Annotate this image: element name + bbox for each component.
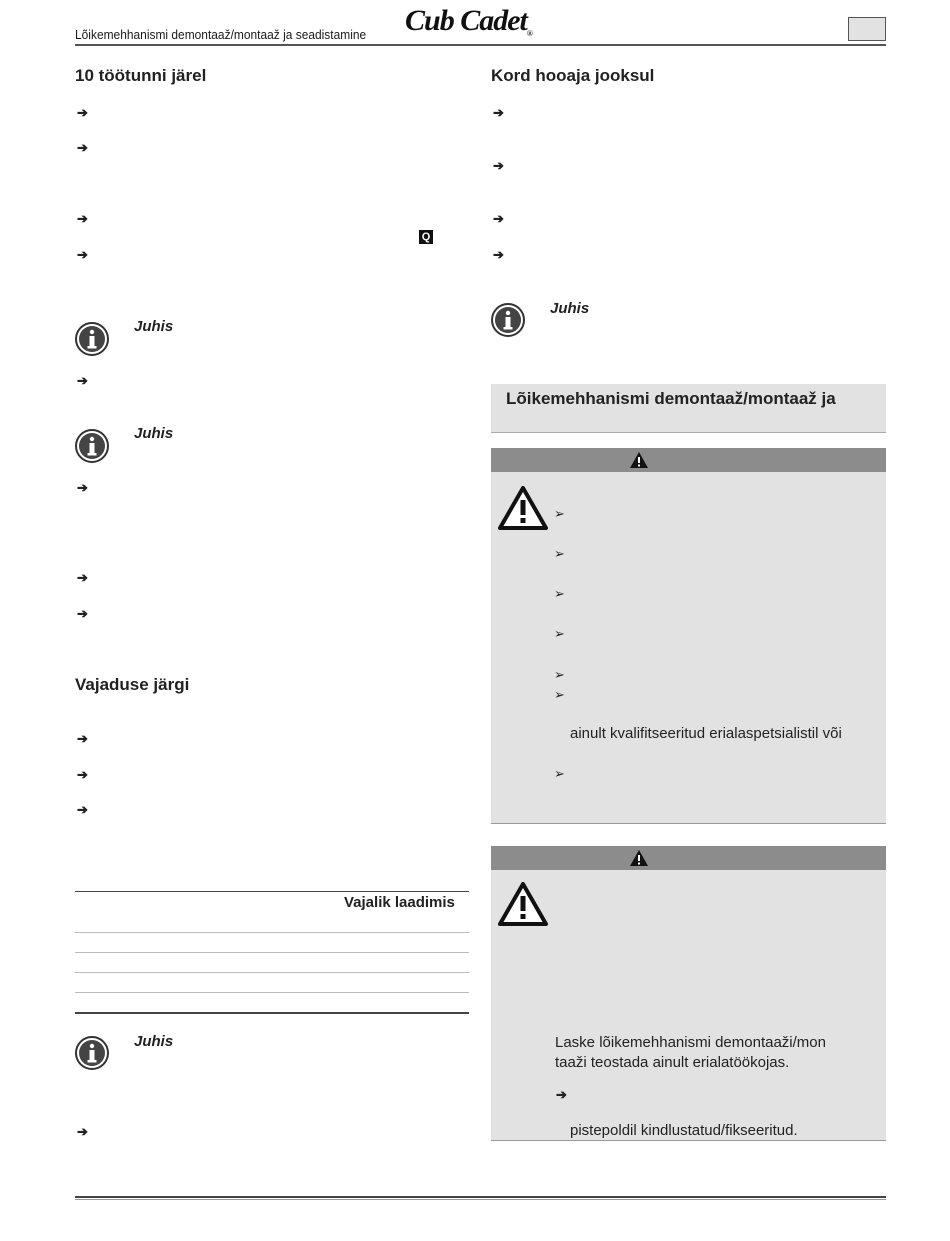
arrow-right-icon: ➔ [77, 247, 88, 262]
warning-triangle-icon [629, 451, 649, 469]
arrow-right-icon: ➔ [77, 767, 88, 782]
warning-triangle-icon [497, 485, 549, 531]
warning-triangle-icon [497, 881, 549, 927]
q-marker-badge: Q [419, 230, 433, 244]
logo-text: Cub Cadet [405, 4, 527, 37]
cub-cadet-logo [405, 4, 532, 38]
table-row-divider [75, 932, 469, 933]
note-label: Juhis [134, 425, 174, 442]
arrow-right-icon: ➔ [77, 731, 88, 746]
table-row-divider [75, 952, 469, 953]
logo-registered-mark: ® [526, 29, 532, 38]
info-icon [75, 1036, 109, 1070]
heading-10-hours: 10 töötunni järel [75, 66, 207, 85]
table-row-divider [75, 992, 469, 993]
chevron-right-icon: ➢ [554, 586, 565, 601]
warning-box-body [491, 870, 886, 1141]
chevron-right-icon: ➢ [554, 687, 565, 702]
arrow-right-icon: ➔ [77, 140, 88, 155]
table-row-divider [75, 972, 469, 973]
header-divider [75, 44, 886, 46]
note-label: Juhis [134, 1033, 174, 1050]
warning-header-bar [491, 448, 886, 472]
arrow-right-icon: ➔ [77, 1124, 88, 1139]
info-icon [75, 429, 109, 463]
heading-once-per-season: Kord hooaja jooksul [491, 66, 655, 85]
arrow-right-icon: ➔ [493, 158, 504, 173]
heading-as-needed: Vajaduse järgi [75, 675, 190, 694]
arrow-right-icon: ➔ [556, 1087, 567, 1102]
section-title: Lõikemehhanismi demontaaž/montaaž ja [506, 389, 836, 408]
arrow-right-icon: ➔ [77, 373, 88, 388]
arrow-right-icon: ➔ [77, 480, 88, 495]
warning-text: Laske lõikemehhanismi demontaaži/mon [555, 1034, 826, 1051]
warning-header-bar [491, 846, 886, 870]
note-label: Juhis [550, 300, 590, 317]
arrow-right-icon: ➔ [77, 105, 88, 120]
warning-text: taaži teostada ainult erialatöökojas. [555, 1054, 790, 1071]
arrow-right-icon: ➔ [493, 105, 504, 120]
arrow-right-icon: ➔ [77, 211, 88, 226]
warning-box-body [491, 472, 886, 824]
footer-rule-thin [75, 1199, 886, 1200]
warning-text: ainult kvalifitseeritud erialaspetsialistil või [570, 725, 842, 742]
arrow-right-icon: ➔ [77, 606, 88, 621]
chevron-right-icon: ➢ [554, 626, 565, 641]
page-number-box [848, 17, 886, 41]
chevron-right-icon: ➢ [554, 506, 565, 521]
warning-text: pistepoldil kindlustatud/fikseeritud. [570, 1122, 798, 1139]
chevron-right-icon: ➢ [554, 766, 565, 781]
chevron-right-icon: ➢ [554, 546, 565, 561]
arrow-right-icon: ➔ [493, 211, 504, 226]
arrow-right-icon: ➔ [493, 247, 504, 262]
arrow-right-icon: ➔ [77, 570, 88, 585]
header-title: Lõikemehhanismi demontaaž/montaaž ja seadistamine [75, 27, 367, 42]
arrow-right-icon: ➔ [77, 802, 88, 817]
info-icon [491, 303, 525, 337]
chevron-right-icon: ➢ [554, 667, 565, 682]
table-header-cell: Vajalik laadimis [344, 894, 455, 911]
table-top-rule [75, 891, 469, 892]
table-bottom-rule [75, 1012, 469, 1014]
note-label: Juhis [134, 318, 174, 335]
info-icon [75, 322, 109, 356]
warning-triangle-icon [629, 849, 649, 867]
footer-rule [75, 1196, 886, 1198]
